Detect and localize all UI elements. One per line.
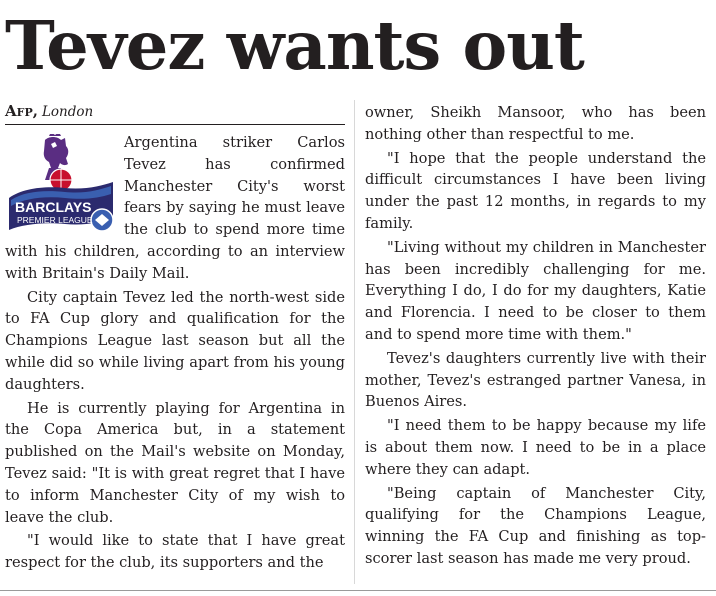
headline: Tevez wants out: [5, 6, 584, 85]
right-column: [365, 102, 706, 570]
paragraph: "Living without my children in Manchester has been incredibly challenging for me. Everything I do, I do for my daughters, Katie and Florencia. I need to be closer to them and to spend more time with them.": [365, 238, 706, 343]
paragraph: "I would like to state that I have great respect for the club, its supporters and the: [5, 532, 345, 572]
paragraph: owner, Sheikh Mansoor, who has been nothing other than respectful to me.: [365, 104, 706, 143]
logo-line-2: PREMIER LEAGUE: [17, 215, 93, 225]
column-divider: [354, 100, 355, 584]
left-column: [5, 98, 345, 574]
paragraph: "I hope that the people understand the difficult circumstances I have been living under the past 12 months, in regards to my family.: [365, 149, 706, 232]
premier-league-lion-logo-icon: [5, 134, 118, 235]
byline: [5, 98, 345, 125]
logo-line-1: BARCLAYS: [15, 199, 92, 215]
bottom-rule: [0, 590, 716, 591]
paragraph: "Being captain of Manchester City, qualifying for the Champions League, winning the FA Cup and finishing as top-scorer last season has made me very proud.: [365, 484, 706, 567]
paragraph: Argentina striker Carlos Tevez has confirmed Manchester City's worst fears by saying he must leave the club to spend more time with his children, according to an interview with Britain's Daily Mail.: [5, 134, 345, 282]
paragraph: "I need them to be happy because my life is about them now. I need to be in a place where they can adapt.: [365, 417, 706, 478]
paragraph: Tevez's daughters currently live with their mother, Tevez's estranged partner Vanesa, in Buenos Aires.: [365, 349, 706, 411]
byline-agency: Afp,: [5, 102, 38, 120]
byline-location: London: [41, 104, 94, 120]
paragraph: City captain Tevez led the north-west side to FA Cup glory and qualification for the Champions League last season but all the while did so while living apart from his young daughters.: [5, 288, 345, 393]
paragraph: He is currently playing for Argentina in the Copa America but, in a statement published on the Mail's website on Monday, Tevez said: "It is with great regret that I have to inform Manchester City of my wish to leave the club.: [5, 399, 345, 526]
